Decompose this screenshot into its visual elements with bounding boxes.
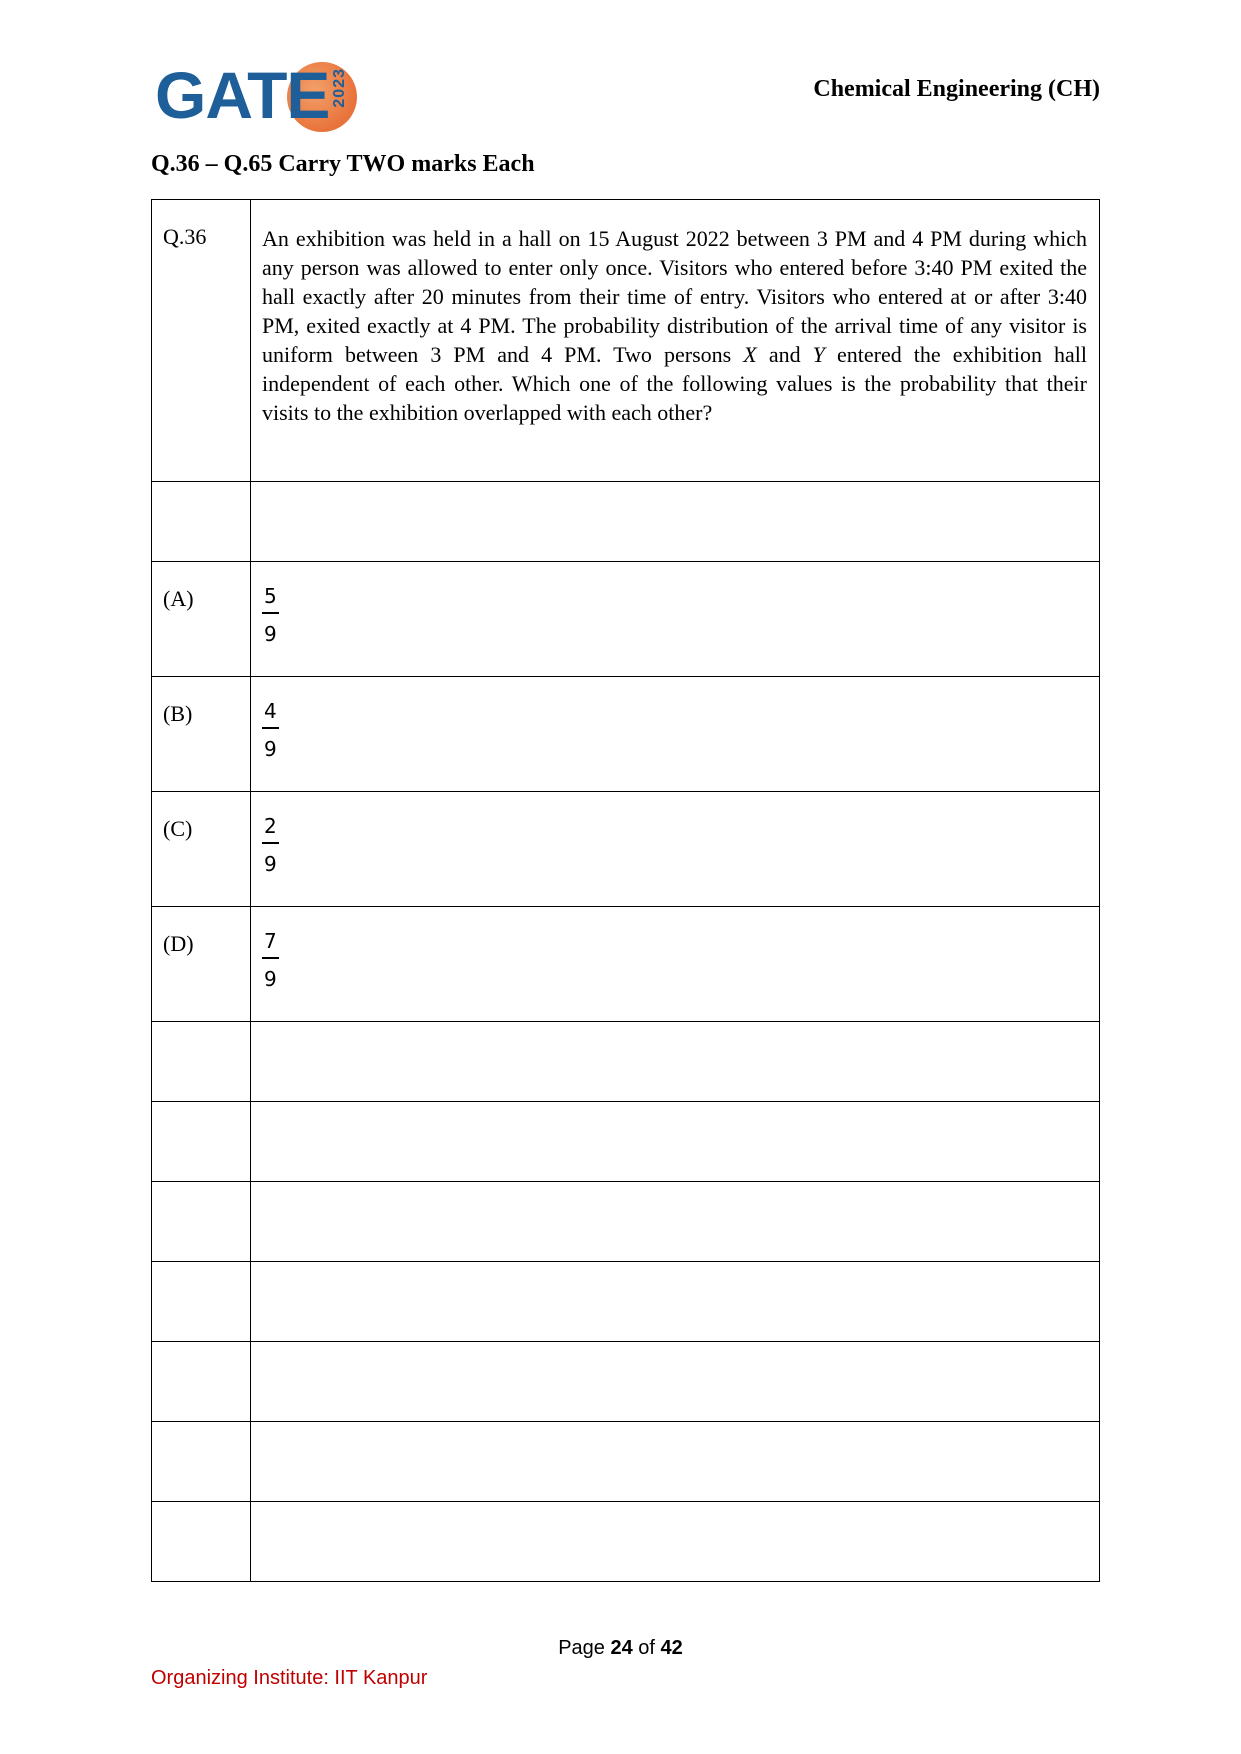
subject-title: Chemical Engineering (CH) xyxy=(813,76,1100,102)
fraction-numerator: 4 xyxy=(262,701,279,729)
option-row-d xyxy=(152,907,1100,1022)
empty-row xyxy=(152,482,1100,562)
page-total: 42 xyxy=(660,1637,683,1659)
option-value xyxy=(251,677,1100,792)
option-row-b xyxy=(152,677,1100,792)
empty-row xyxy=(152,1182,1100,1262)
variable-y: Y xyxy=(812,342,825,367)
page-current: 24 xyxy=(610,1637,633,1659)
fraction-denominator: 9 xyxy=(264,967,277,991)
question-text xyxy=(251,200,1100,482)
empty-row xyxy=(152,1502,1100,1582)
fraction xyxy=(262,586,279,644)
question-number: Q.36 xyxy=(152,200,251,482)
page-of: of xyxy=(632,1637,661,1659)
option-row-c xyxy=(152,792,1100,907)
question-table xyxy=(151,199,1100,1582)
page-number xyxy=(0,1637,1241,1660)
fraction xyxy=(262,816,279,874)
option-label: (C) xyxy=(152,792,251,907)
page-prefix: Page xyxy=(558,1637,611,1659)
question-text-part: An exhibition was held in a hall on 15 August 2022 between 3 PM and 4 PM during which any person was allowed to enter only once. Visitors who entered before 3:40 PM exited the hall exactly after 20 minutes from their time of entry. Visitors who entered at or after 3:40 PM, exited exactly at 4 PM. The probability distribution of the arrival time of any visitor is uniform between 3 PM and 4 PM. Two persons xyxy=(262,226,1087,367)
organizing-institute: Organizing Institute: IIT Kanpur xyxy=(151,1667,428,1689)
empty-row xyxy=(152,1022,1100,1102)
fraction-denominator: 9 xyxy=(264,622,277,646)
fraction-numerator: 2 xyxy=(262,816,279,844)
empty-row xyxy=(152,1342,1100,1422)
option-value xyxy=(251,792,1100,907)
option-label: (A) xyxy=(152,562,251,677)
question-text-part: and xyxy=(756,342,813,367)
fraction xyxy=(262,701,279,759)
fraction xyxy=(262,931,279,989)
fraction-numerator: 5 xyxy=(262,586,279,614)
logo-text: GATE xyxy=(155,58,330,132)
option-value xyxy=(251,907,1100,1022)
logo-year: 2023 xyxy=(331,68,348,108)
empty-row xyxy=(152,1262,1100,1342)
fraction-numerator: 7 xyxy=(262,931,279,959)
option-row-a xyxy=(152,562,1100,677)
empty-row xyxy=(152,1102,1100,1182)
fraction-denominator: 9 xyxy=(264,852,277,876)
question-row xyxy=(152,200,1100,482)
option-label: (B) xyxy=(152,677,251,792)
section-title: Q.36 – Q.65 Carry TWO marks Each xyxy=(151,151,535,177)
gate-2023-logo xyxy=(155,60,355,132)
question-text-part: entered the exhibition hall independent of each other. Which one of the following values is the probability that their visits to the exhibition overlapped with each other? xyxy=(262,342,1088,425)
fraction-denominator: 9 xyxy=(264,737,277,761)
empty-row xyxy=(152,1422,1100,1502)
option-label: (D) xyxy=(152,907,251,1022)
option-value xyxy=(251,562,1100,677)
variable-x: X xyxy=(743,342,757,367)
